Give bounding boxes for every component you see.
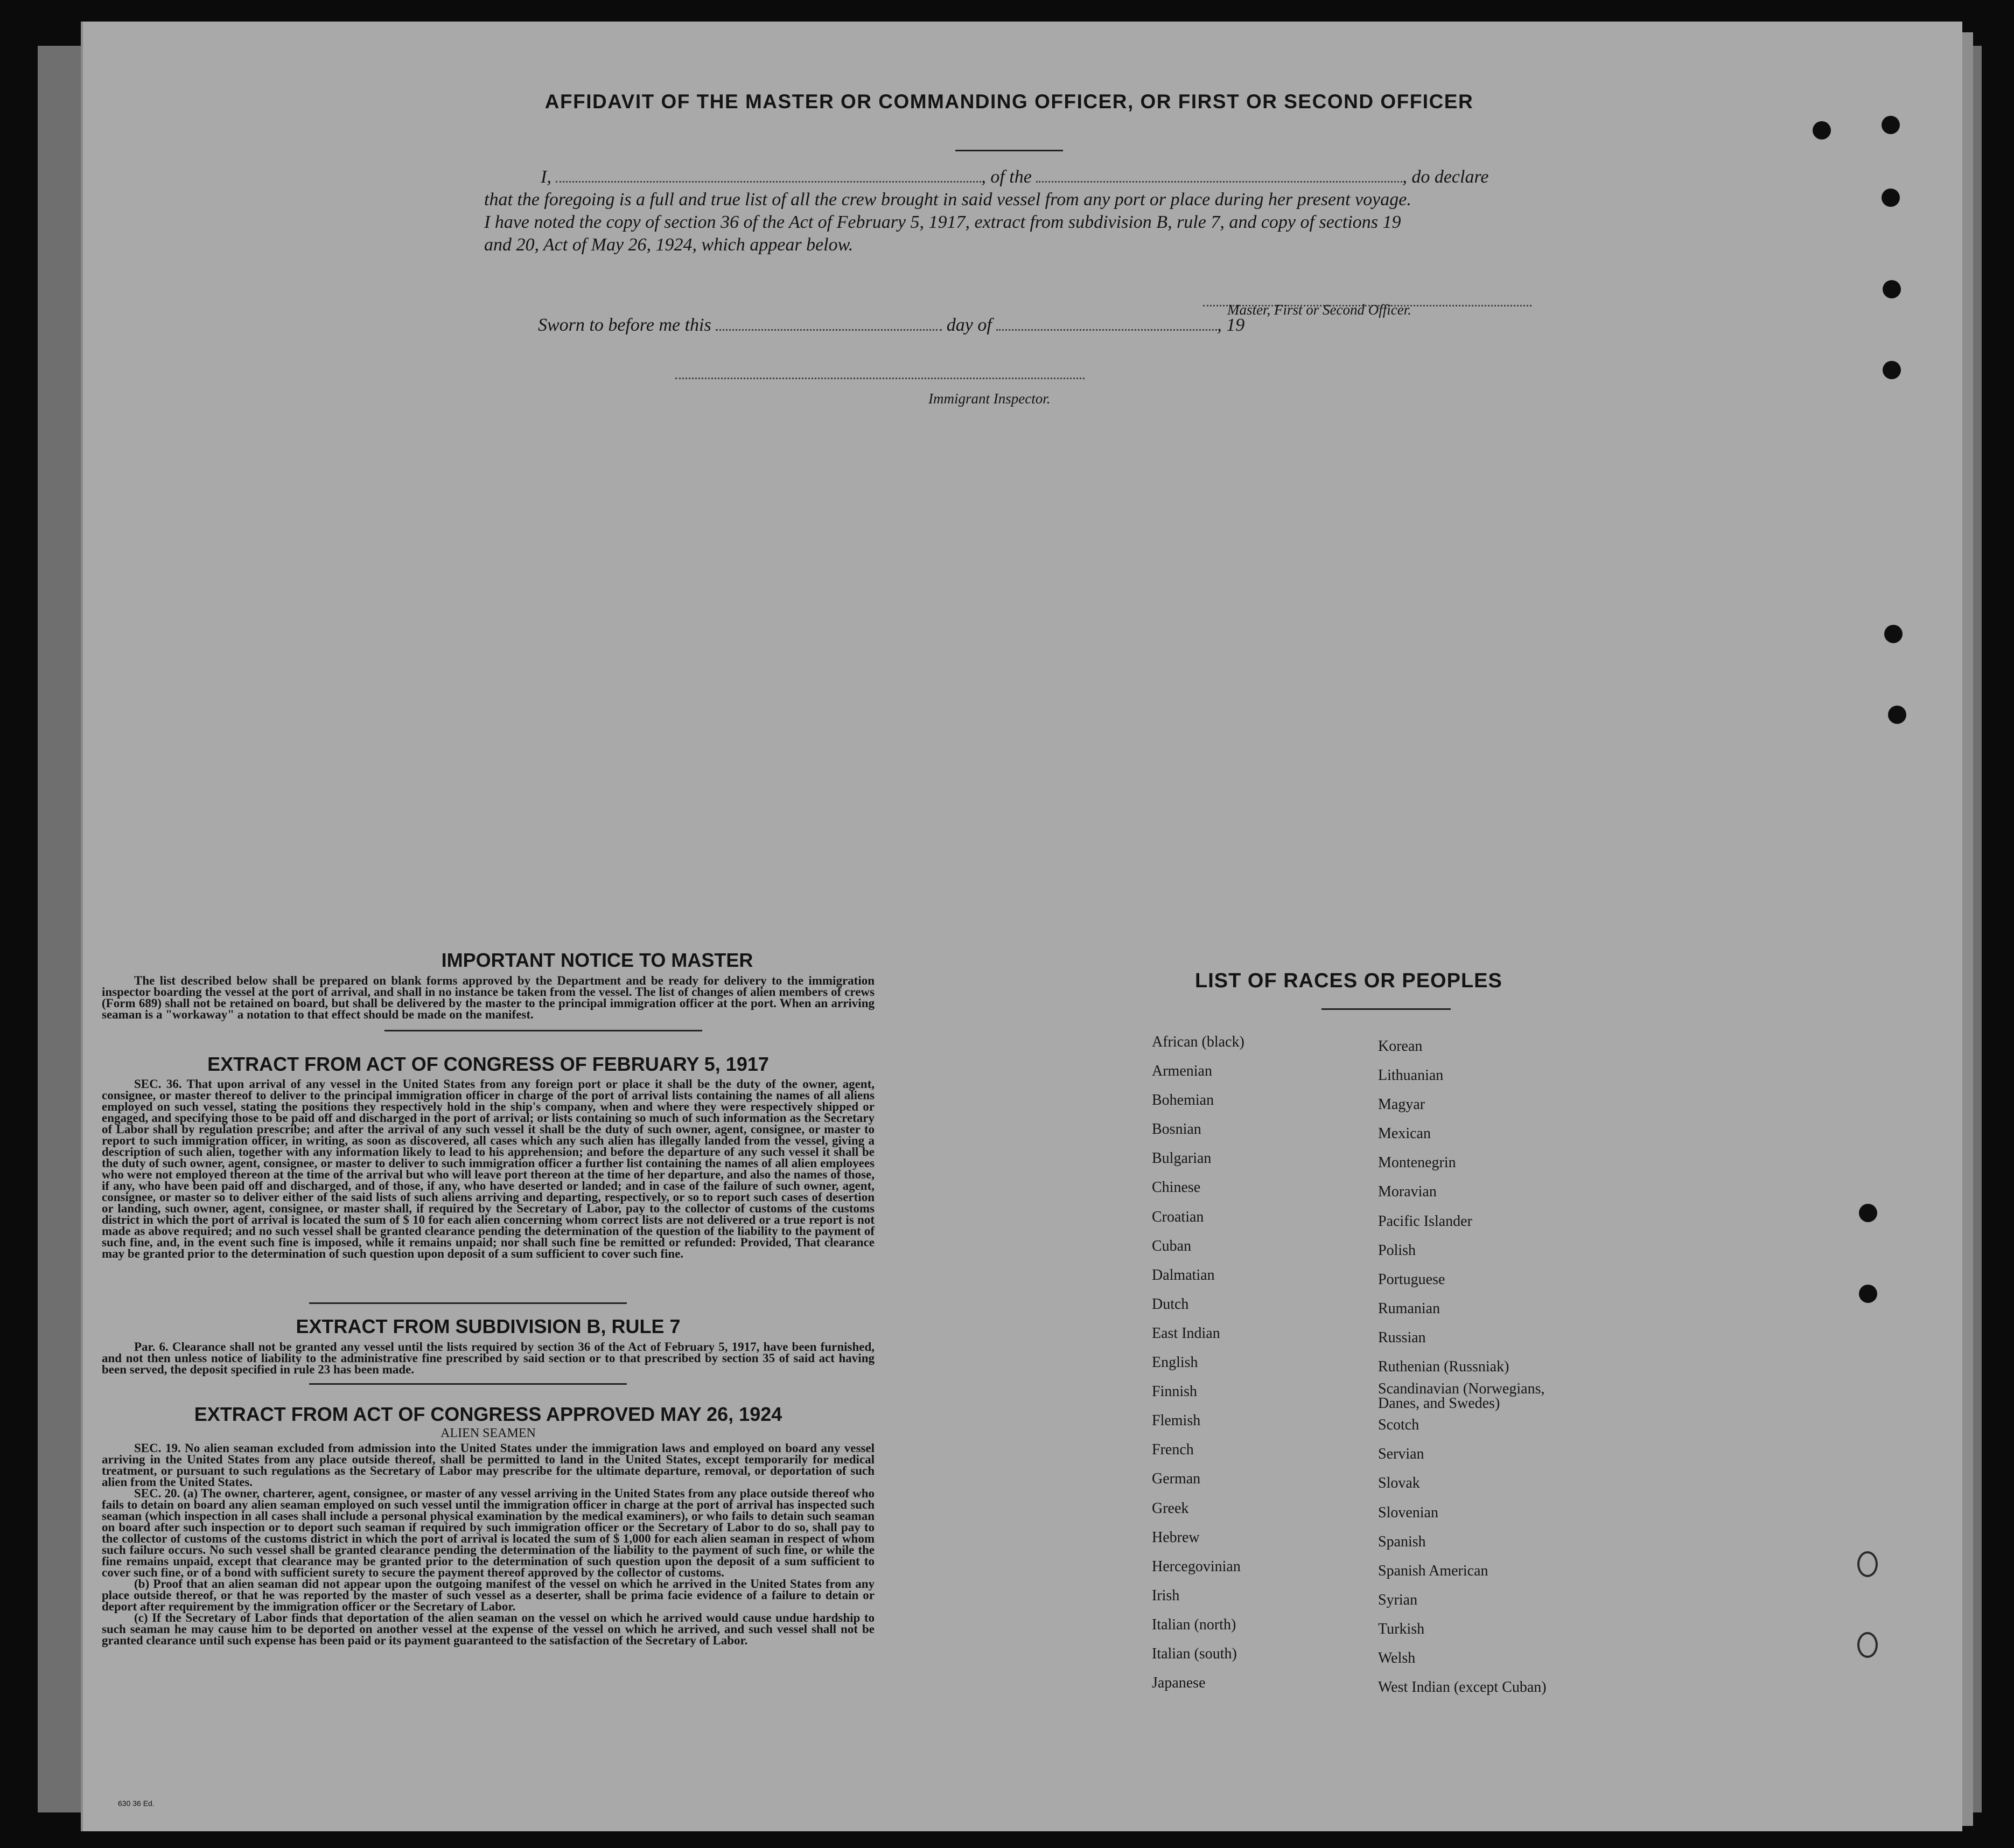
form-number: 630 36 Ed. [118,1799,155,1808]
binder-hole [1857,1551,1878,1577]
sec-36-paragraph: SEC. 36. That upon arrival of any vessel in the United States from any foreign port or place it shall be the duty of the owner, agent, consignee, or master thereof to deliver to the principal immigration officer in charge of the port of arrival lists containing the names of all aliens employed on such vessel, stating the positions they respectively hold in the ship's company, when and where they were respectively shipped or engaged, and specifying those to be paid off and discharged in the port of arrival; or lists containing so much of such information as the Secretary of Labor shall by regulation prescribe; and after the arrival of any such vessel it shall be the duty of such owner, agent, consignee, or master to report to such immigration officer, in writing, as soon as discovered, all cases which any such alien has illegally landed from the vessel, giving a description of such alien, together with any information likely to lead to his apprehension; and before the departure of any such vessel it shall be the duty of such owner, agent, consignee, or master to deliver to such immigration officer a further list containing the names of all alien employees who were not employed thereon at the time of the arrival but who will leave port thereon at the time of her departure, and also the names of those, if any, who have been paid off and discharged, and of those, if any, who have deserted or landed; and in case of the failure of such owner, agent, consignee, or master so to deliver either of the said lists of such aliens arriving and departing, respectively, or so to report such cases of desertion or landing, such owner, agent, consignee, or master shall, if required by the Secretary of Labor, pay to the collector of customs of the customs district in which the port of arrival is located the sum of $ 10 for each alien concerning whom correct lists are not delivered or a true report is not made as above required; and no such vessel shall be granted clearance pending the determination of the question of the liability to the payment of such fine, and, in the event such fine is imposed, while it remains unpaid; nor shall such fine be remitted or refunded: Provided, That clearance may be granted prior to the determination of such question upon deposit of a sum sufficient to cover such fine. [102,1077,875,1260]
extract-rule7-title: EXTRACT FROM SUBDIVISION B, RULE 7 [296,1315,681,1337]
i-label: I, [541,167,551,187]
binder-hole [1857,1632,1878,1658]
race-item: Irish [1152,1587,1180,1604]
binder-hole [1884,625,1903,643]
binder-hole [1883,361,1901,379]
sec-19-paragraph: SEC. 19. No alien seaman excluded from admission into the United States under the immigration laws and employed on board any vessel arriving in the United States from any place outside thereof, shall be permitted to land in the United States, except temporarily for medical treatment, or pursuant to such regulations as the Secretary of Labor may prescribe for the ultimate departure, removal, or deportation of such alien from the United States. [102,1441,875,1489]
notice-paragraph: The list described below shall be prepared on blank forms approved by the Department and be ready for delivery to the immigration inspector boarding the vessel at the port of arrival, and shall in no instance be taken from the vessel. The list of changes of alien members of crews (Form 689) shall not be retained on board, but shall be delivered by the master to the principal immigration officer at the port. When an arriving seaman is a "workaway" a notation to that effect should be made on the manifest. [102,974,875,1021]
races-left-column [1152,1028,1244,1698]
affidavit-line-3: I have noted the copy of section 36 of the Act of February 5, 1917, extract from subdivision B, rule 7, and copy of sections 19 [484,212,1401,232]
sworn-month-blank[interactable] [996,329,1217,331]
race-item: Syrian [1378,1591,1418,1608]
races-right-column [1378,1032,1572,1702]
race-item: African (black) [1152,1034,1244,1050]
race-item: Bulgarian [1152,1150,1212,1167]
day-of-label: day of [946,315,992,335]
affidavit-line-2: that the foregoing is a full and true list of all the crew brought in said vessel from any port or place during her present voyage. [484,190,1411,210]
section-rule [384,1030,702,1031]
sec-20c-paragraph: (c) If the Secretary of Labor finds that deportation of the alien seaman on the vessel on which he arrived would cause undue hardship to such seaman he may cause him to be deported on another vessel at the expense of the vessel on which he arrived, and such vessel shall not be granted clearance until such expense has been paid or its payment guaranteed to the satisfaction of the Secretary of Labor. [102,1611,875,1647]
race-item: Portuguese [1378,1271,1445,1288]
section-rule [309,1302,627,1304]
binder-hole [1859,1204,1877,1222]
race-item: Cuban [1152,1237,1192,1254]
race-item: Armenian [1152,1063,1212,1080]
race-item: Rumanian [1378,1300,1440,1317]
do-declare-label: , do declare [1402,167,1489,187]
race-item: Moravian [1378,1183,1437,1201]
binder-hole [1882,189,1900,207]
race-item: Finnish [1152,1383,1198,1400]
extract-1924-body [102,1442,875,1646]
race-item: Hercegovinian [1152,1558,1241,1575]
race-item: West Indian (except Cuban) [1378,1679,1547,1696]
race-item: Dutch [1152,1295,1189,1313]
race-item: Servian [1378,1446,1424,1463]
race-item: Polish [1378,1242,1416,1259]
notice-title: IMPORTANT NOTICE TO MASTER [441,949,753,971]
extract-1917-title: EXTRACT FROM ACT OF CONGRESS OF FEBRUARY 5, 1917 [207,1053,769,1075]
binder-hole [1888,706,1906,724]
name-blank[interactable] [556,180,981,183]
race-item: Turkish [1378,1620,1425,1637]
race-item: Pacific Islander [1378,1212,1472,1230]
race-item: Russian [1378,1329,1426,1346]
of-the-label: , of the [981,167,1032,187]
race-item: Chinese [1152,1179,1201,1196]
alien-seamen-subtitle: ALIEN SEAMEN [440,1426,536,1440]
race-item: Japanese [1152,1675,1206,1692]
sworn-line [538,315,1244,336]
race-item: Slovenian [1378,1504,1438,1521]
race-item: East Indian [1152,1324,1220,1342]
race-item: Hebrew [1152,1529,1200,1546]
sec-20b-paragraph: (b) Proof that an alien seaman did not appear upon the outgoing manifest of the vessel on which he arrived in the United States from any place outside thereof, or that he was reported by the master of such vessel as a deserter, shall be prima facie evidence of a failure to detain or deport after requirement by the immigration officer or the Secretary of Labor. [102,1577,875,1613]
master-signature-label: Master, First or Second Officer. [1227,302,1411,318]
race-item: Scandinavian (Norwegians, Danes, and Swedes) [1378,1380,1545,1412]
race-item: Magyar [1378,1096,1425,1113]
declarant-line [541,167,1489,187]
race-item: Flemish [1152,1412,1201,1429]
sec-20a-paragraph: SEC. 20. (a) The owner, charterer, agent, consignee, or master of any vessel arriving in the United States from any place outside thereof who fails to detain on board any alien seaman employed on such vessel until the immigration officer in charge at the port of arrival has inspected such seaman (which inspection in all cases shall include a personal physical examination by the medical examiners), or who fails to detain such seaman on board after such inspection or to deport such seaman if required by such immigration officer or the Secretary of Labor to do so, shall pay to the collector of customs of the customs district in which the port of arrival is located the sum of $ 1,000 for each alien seaman in respect of whom such failure occurs. No such vessel shall be granted clearance pending the determination of the liability to the payment of such fine, or while the fine remains unpaid, except that clearance may be granted prior to the determination of such question upon the deposit of a sum sufficient to cover such fine, or of a bond with sufficient surety to secure the payment thereof approved by the collector of customs. [102,1487,875,1579]
race-item: Bohemian [1152,1092,1214,1109]
race-item: Scotch [1378,1417,1419,1434]
par-6-paragraph: Par. 6. Clearance shall not be granted any vessel until the lists required by section 36 of the Act of February 5, 1917, have been furnished, and not then unless notice of liability to the administrative fine prescribed by said section or to that prescribed by section 35 of said act having been served, the deposit specified in rule 23 has been made. [102,1340,875,1376]
binder-hole [1882,116,1900,134]
race-item: Dalmatian [1152,1266,1215,1284]
affidavit-title: AFFIDAVIT OF THE MASTER OR COMMANDING OFFICER, OR FIRST OR SECOND OFFICER [544,90,1474,113]
race-item: Spanish [1378,1533,1426,1550]
race-item: Italian (north) [1152,1616,1236,1633]
binder-hole [1883,280,1901,298]
sworn-day-blank[interactable] [716,329,942,331]
binder-hole [1813,121,1831,140]
extract-1924-title: EXTRACT FROM ACT OF CONGRESS APPROVED MAY 26, 1924 [194,1403,782,1425]
year-label: , 19 [1217,315,1245,335]
inspector-label: Immigrant Inspector. [928,390,1051,407]
manifest-sheet [81,22,1962,1831]
race-item: Lithuanian [1378,1067,1444,1084]
affidavit-line-4: and 20, Act of May 26, 1924, which appear below. [484,235,854,255]
binder-hole [1859,1285,1877,1303]
race-item: Slovak [1378,1475,1420,1492]
extract-rule7-body [102,1341,875,1375]
race-item: Croatian [1152,1208,1204,1225]
race-item: Bosnian [1152,1121,1201,1138]
race-item: Italian (south) [1152,1645,1237,1662]
inspector-signature-blank[interactable] [675,377,1085,379]
race-item: Korean [1378,1038,1423,1055]
sworn-label: Sworn to before me this [538,315,711,335]
vessel-blank[interactable] [1036,180,1402,183]
extract-1917-body [102,1078,875,1259]
race-item: Mexican [1378,1125,1431,1142]
title-rule [955,150,1063,151]
race-item: Welsh [1378,1649,1416,1666]
races-rule [1321,1008,1451,1010]
section-rule [309,1383,627,1385]
races-title: LIST OF RACES OR PEOPLES [1195,970,1502,992]
notice-body [102,975,875,1020]
race-item: French [1152,1441,1194,1459]
race-item: Montenegrin [1378,1154,1456,1171]
race-item: German [1152,1470,1201,1488]
race-item: Ruthenian (Russniak) [1378,1358,1509,1376]
race-item: English [1152,1354,1198,1371]
race-item: Spanish American [1378,1562,1488,1579]
race-item: Greek [1152,1500,1189,1517]
